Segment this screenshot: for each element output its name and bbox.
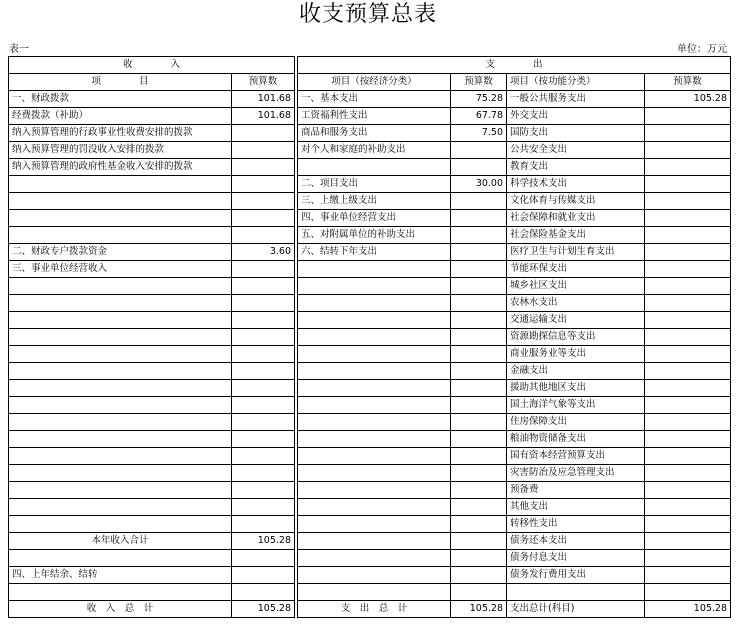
income-item-cell xyxy=(9,278,232,295)
func-item-cell: 转移性支出 xyxy=(507,516,645,533)
func-amount-cell: 105.28 xyxy=(645,91,731,108)
econ-amount-cell xyxy=(451,533,507,550)
func-item-cell: 一般公共服务支出 xyxy=(507,91,645,108)
econ-amount-cell xyxy=(451,397,507,414)
income-item-cell xyxy=(9,346,232,363)
income-item-cell xyxy=(9,414,232,431)
func-item-cell: 外交支出 xyxy=(507,108,645,125)
econ-amount-cell xyxy=(451,516,507,533)
func-item-cell: 资源勘探信息等支出 xyxy=(507,329,645,346)
func-item-cell: 农林水支出 xyxy=(507,295,645,312)
func-item-cell: 灾害防治及应急管理支出 xyxy=(507,465,645,482)
econ-item-cell: 商品和服务支出 xyxy=(298,125,451,142)
column-header-row xyxy=(9,74,731,91)
func-item-cell: 预备费 xyxy=(507,482,645,499)
func-amount-cell xyxy=(645,295,731,312)
table-row xyxy=(9,601,731,618)
func-item-cell: 公共安全支出 xyxy=(507,142,645,159)
table-row xyxy=(9,142,731,159)
econ-amount-cell xyxy=(451,380,507,397)
func-amount-cell xyxy=(645,176,731,193)
income-amount-cell xyxy=(232,397,295,414)
func-item-cell: 国土海洋气象等支出 xyxy=(507,397,645,414)
table-row xyxy=(9,346,731,363)
func-item-cell: 金融支出 xyxy=(507,363,645,380)
econ-item-cell: 五、对附属单位的补助支出 xyxy=(298,227,451,244)
econ-amount-cell xyxy=(451,346,507,363)
income-amount-cell: 3.60 xyxy=(232,244,295,261)
econ-amount-cell xyxy=(451,448,507,465)
table-row xyxy=(9,176,731,193)
econ-item-cell: 工资福利性支出 xyxy=(298,108,451,125)
income-item-cell: 二、财政专户拨款资金 xyxy=(9,244,232,261)
func-amount-cell xyxy=(645,159,731,176)
income-item-cell xyxy=(9,516,232,533)
income-header: 收 入 xyxy=(9,57,295,74)
econ-amount-cell xyxy=(451,159,507,176)
col-amount-header: 预算数 xyxy=(232,74,295,91)
econ-amount-cell xyxy=(451,329,507,346)
func-amount-cell xyxy=(645,346,731,363)
func-item-cell: 社会保障和就业支出 xyxy=(507,210,645,227)
func-amount-cell xyxy=(645,414,731,431)
func-amount-cell xyxy=(645,227,731,244)
econ-amount-cell xyxy=(451,550,507,567)
table-row xyxy=(9,159,731,176)
econ-amount-cell xyxy=(451,584,507,601)
budget-table xyxy=(8,56,731,618)
table-row xyxy=(9,244,731,261)
func-item-cell xyxy=(507,584,645,601)
table-row xyxy=(9,125,731,142)
econ-item-cell xyxy=(298,295,451,312)
table-row xyxy=(9,482,731,499)
income-item-cell xyxy=(9,465,232,482)
func-amount-cell xyxy=(645,397,731,414)
econ-item-cell: 对个人和家庭的补助支出 xyxy=(298,142,451,159)
func-item-cell: 住房保障支出 xyxy=(507,414,645,431)
econ-item-cell xyxy=(298,533,451,550)
income-item-cell xyxy=(9,329,232,346)
income-amount-cell xyxy=(232,176,295,193)
econ-amount-cell xyxy=(451,414,507,431)
income-item-cell xyxy=(9,584,232,601)
income-item-cell: 一、财政拨款 xyxy=(9,91,232,108)
table-row xyxy=(9,465,731,482)
table-row xyxy=(9,210,731,227)
table-row xyxy=(9,193,731,210)
income-item-cell xyxy=(9,312,232,329)
table-row xyxy=(9,329,731,346)
econ-amount-cell xyxy=(451,465,507,482)
econ-amount-cell xyxy=(451,193,507,210)
econ-item-cell: 支 出 总 计 xyxy=(298,601,451,618)
expense-header: 支 出 xyxy=(298,57,731,74)
income-amount-cell: 105.28 xyxy=(232,533,295,550)
income-amount-cell xyxy=(232,261,295,278)
table-row xyxy=(9,499,731,516)
func-item-cell: 支出总计(科目) xyxy=(507,601,645,618)
income-amount-cell xyxy=(232,312,295,329)
table-label: 表一 xyxy=(9,44,29,55)
func-amount-cell xyxy=(645,431,731,448)
income-amount-cell xyxy=(232,159,295,176)
table-row xyxy=(9,397,731,414)
func-item-cell: 城乡社区支出 xyxy=(507,278,645,295)
econ-item-cell xyxy=(298,448,451,465)
income-amount-cell xyxy=(232,227,295,244)
econ-amount-cell xyxy=(451,227,507,244)
econ-item-cell xyxy=(298,329,451,346)
col-econ-header: 项目（按经济分类） xyxy=(298,74,451,91)
econ-amount-cell xyxy=(451,142,507,159)
econ-amount-cell xyxy=(451,261,507,278)
income-amount-cell: 101.68 xyxy=(232,91,295,108)
econ-amount-cell xyxy=(451,567,507,584)
econ-amount-cell: 75.28 xyxy=(451,91,507,108)
income-item-cell xyxy=(9,210,232,227)
func-amount-cell xyxy=(645,499,731,516)
income-amount-cell xyxy=(232,516,295,533)
income-item-cell xyxy=(9,193,232,210)
econ-item-cell xyxy=(298,363,451,380)
func-amount-cell xyxy=(645,261,731,278)
income-amount-cell xyxy=(232,125,295,142)
income-amount-cell xyxy=(232,193,295,210)
econ-amount-cell: 7.50 xyxy=(451,125,507,142)
income-amount-cell xyxy=(232,210,295,227)
econ-item-cell: 二、项目支出 xyxy=(298,176,451,193)
income-amount-cell xyxy=(232,380,295,397)
income-amount-cell xyxy=(232,550,295,567)
func-amount-cell xyxy=(645,312,731,329)
income-amount-cell xyxy=(232,363,295,380)
econ-amount-cell xyxy=(451,499,507,516)
income-amount-cell xyxy=(232,482,295,499)
income-amount-cell xyxy=(232,584,295,601)
table-row xyxy=(9,261,731,278)
income-amount-cell xyxy=(232,278,295,295)
income-item-cell xyxy=(9,295,232,312)
func-item-cell: 文化体育与传媒支出 xyxy=(507,193,645,210)
func-amount-cell xyxy=(645,465,731,482)
econ-amount-cell xyxy=(451,363,507,380)
income-item-cell: 本年收入合计 xyxy=(9,533,232,550)
econ-item-cell xyxy=(298,346,451,363)
income-item-cell: 四、上年结余、结转 xyxy=(9,567,232,584)
econ-amount-cell: 67.78 xyxy=(451,108,507,125)
table-row xyxy=(9,584,731,601)
table-row xyxy=(9,516,731,533)
func-amount-cell xyxy=(645,448,731,465)
econ-amount-cell xyxy=(451,431,507,448)
table-row xyxy=(9,533,731,550)
econ-amount-cell xyxy=(451,312,507,329)
income-amount-cell xyxy=(232,567,295,584)
func-item-cell: 科学技术支出 xyxy=(507,176,645,193)
table-row xyxy=(9,278,731,295)
func-amount-cell xyxy=(645,482,731,499)
func-amount-cell xyxy=(645,142,731,159)
econ-item-cell xyxy=(298,567,451,584)
econ-item-cell xyxy=(298,278,451,295)
income-item-cell: 收 入 总 计 xyxy=(9,601,232,618)
income-item-cell xyxy=(9,448,232,465)
econ-item-cell xyxy=(298,380,451,397)
income-amount-cell xyxy=(232,346,295,363)
table-row xyxy=(9,295,731,312)
income-item-cell xyxy=(9,550,232,567)
table-row xyxy=(9,567,731,584)
func-amount-cell: 105.28 xyxy=(645,601,731,618)
func-amount-cell xyxy=(645,210,731,227)
econ-item-cell xyxy=(298,431,451,448)
econ-item-cell xyxy=(298,159,451,176)
econ-item-cell xyxy=(298,499,451,516)
table-row xyxy=(9,550,731,567)
income-item-cell xyxy=(9,499,232,516)
econ-amount-cell xyxy=(451,210,507,227)
income-item-cell xyxy=(9,431,232,448)
col-item-header: 项 目 xyxy=(9,74,232,91)
econ-item-cell xyxy=(298,550,451,567)
func-item-cell: 商业服务业等支出 xyxy=(507,346,645,363)
econ-item-cell: 四、事业单位经营支出 xyxy=(298,210,451,227)
income-item-cell xyxy=(9,380,232,397)
econ-item-cell xyxy=(298,465,451,482)
func-amount-cell xyxy=(645,567,731,584)
econ-amount-cell xyxy=(451,244,507,261)
func-item-cell: 国防支出 xyxy=(507,125,645,142)
income-item-cell xyxy=(9,176,232,193)
func-item-cell: 债务付息支出 xyxy=(507,550,645,567)
col-func-amount-header: 预算数 xyxy=(645,74,731,91)
income-amount-cell: 105.28 xyxy=(232,601,295,618)
econ-amount-cell xyxy=(451,278,507,295)
func-amount-cell xyxy=(645,125,731,142)
func-item-cell: 社会保险基金支出 xyxy=(507,227,645,244)
econ-amount-cell: 30.00 xyxy=(451,176,507,193)
income-item-cell: 纳入预算管理的罚没收入安排的拨款 xyxy=(9,142,232,159)
table-row xyxy=(9,414,731,431)
econ-item-cell: 三、上缴上级支出 xyxy=(298,193,451,210)
func-item-cell: 债务还本支出 xyxy=(507,533,645,550)
func-amount-cell xyxy=(645,329,731,346)
income-amount-cell xyxy=(232,448,295,465)
table-row xyxy=(9,363,731,380)
econ-amount-cell: 105.28 xyxy=(451,601,507,618)
econ-item-cell xyxy=(298,312,451,329)
econ-item-cell: 一、基本支出 xyxy=(298,91,451,108)
econ-item-cell xyxy=(298,482,451,499)
func-item-cell: 国有资本经营预算支出 xyxy=(507,448,645,465)
col-econ-amount-header: 预算数 xyxy=(451,74,507,91)
econ-item-cell xyxy=(298,516,451,533)
income-amount-cell xyxy=(232,414,295,431)
income-item-cell: 纳入预算管理的行政事业性收费安排的拨款 xyxy=(9,125,232,142)
func-item-cell: 教育支出 xyxy=(507,159,645,176)
income-amount-cell xyxy=(232,329,295,346)
income-item-cell xyxy=(9,363,232,380)
func-amount-cell xyxy=(645,584,731,601)
func-item-cell: 粮油物资储备支出 xyxy=(507,431,645,448)
func-item-cell: 交通运输支出 xyxy=(507,312,645,329)
func-amount-cell xyxy=(645,244,731,261)
table-row xyxy=(9,312,731,329)
econ-item-cell xyxy=(298,397,451,414)
func-item-cell: 节能环保支出 xyxy=(507,261,645,278)
table-row xyxy=(9,431,731,448)
econ-amount-cell xyxy=(451,295,507,312)
income-amount-cell xyxy=(232,499,295,516)
func-item-cell: 医疗卫生与计划生育支出 xyxy=(507,244,645,261)
func-amount-cell xyxy=(645,533,731,550)
func-amount-cell xyxy=(645,550,731,567)
income-amount-cell xyxy=(232,431,295,448)
table-row xyxy=(9,380,731,397)
func-amount-cell xyxy=(645,363,731,380)
income-item-cell xyxy=(9,397,232,414)
econ-item-cell xyxy=(298,414,451,431)
unit-label: 单位：万元 xyxy=(677,44,727,55)
income-item-cell: 经费拨款（补助） xyxy=(9,108,232,125)
func-item-cell: 其他支出 xyxy=(507,499,645,516)
income-item-cell xyxy=(9,227,232,244)
page-title: 收支预算总表 xyxy=(298,2,437,27)
section-header-row xyxy=(9,57,731,74)
func-amount-cell xyxy=(645,108,731,125)
income-item-cell: 三、事业单位经营收入 xyxy=(9,261,232,278)
func-item-cell: 援助其他地区支出 xyxy=(507,380,645,397)
table-row xyxy=(9,227,731,244)
income-amount-cell xyxy=(232,465,295,482)
econ-item-cell: 六、结转下年支出 xyxy=(298,244,451,261)
col-func-header: 项目（按功能分类） xyxy=(507,74,645,91)
econ-amount-cell xyxy=(451,482,507,499)
econ-item-cell xyxy=(298,261,451,278)
func-amount-cell xyxy=(645,516,731,533)
income-amount-cell xyxy=(232,295,295,312)
table-row xyxy=(9,448,731,465)
func-amount-cell xyxy=(645,193,731,210)
income-item-cell xyxy=(9,482,232,499)
table-row xyxy=(9,91,731,108)
income-amount-cell: 101.68 xyxy=(232,108,295,125)
income-amount-cell xyxy=(232,142,295,159)
table-row xyxy=(9,108,731,125)
income-item-cell: 纳入预算管理的政府性基金收入安排的拨款 xyxy=(9,159,232,176)
econ-item-cell xyxy=(298,584,451,601)
func-amount-cell xyxy=(645,278,731,295)
func-amount-cell xyxy=(645,380,731,397)
func-item-cell: 债务发行费用支出 xyxy=(507,567,645,584)
